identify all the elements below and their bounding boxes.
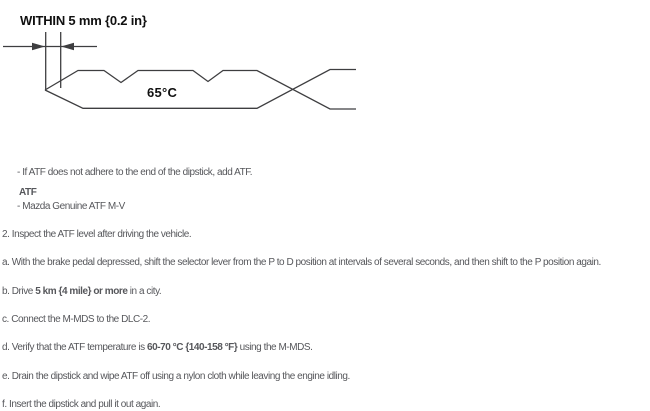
temperature-label: 65°C — [147, 85, 178, 100]
arrowhead-right-icon — [32, 43, 45, 50]
step-b — [2, 285, 161, 298]
note-add-atf: - If ATF does not adhere to the end of the dipstick, add ATF. — [17, 167, 253, 178]
step-c: c. Connect the M-MDS to the DLC-2. — [2, 314, 151, 325]
step-b-post: in a city. — [127, 286, 162, 297]
step-b-bold: 5 km {4 mile} or more — [35, 286, 128, 297]
step-e: e. Drain the dipstick and wipe ATF off using a nylon cloth while leaving the engine idling. — [2, 371, 350, 382]
arrowhead-left-icon — [61, 43, 74, 50]
dipstick-figure — [0, 0, 400, 135]
step-f: f. Insert the dipstick and pull it out again. — [2, 399, 161, 410]
step-a: a. With the brake pedal depressed, shift the selector lever from the P to D position at intervals of several seconds, and then shift to the P position again. — [2, 257, 601, 268]
dimension-label: WITHIN 5 mm {0.2 in} — [20, 13, 147, 28]
atf-spec-item: - Mazda Genuine ATF M-V — [17, 201, 125, 212]
step-d-post: using the M-MDS. — [237, 342, 313, 353]
atf-spec-heading: ATF — [19, 187, 37, 198]
dipstick-outline-top — [45, 71, 356, 110]
step-b-pre: b. Drive — [2, 286, 36, 297]
dipstick-diagram — [0, 0, 400, 135]
step-d-bold: 60-70 °C {140-158 °F} — [147, 342, 238, 353]
step-2: 2. Inspect the ATF level after driving the vehicle. — [2, 229, 192, 240]
step-d-pre: d. Verify that the ATF temperature is — [2, 342, 148, 353]
step-d — [2, 341, 312, 354]
